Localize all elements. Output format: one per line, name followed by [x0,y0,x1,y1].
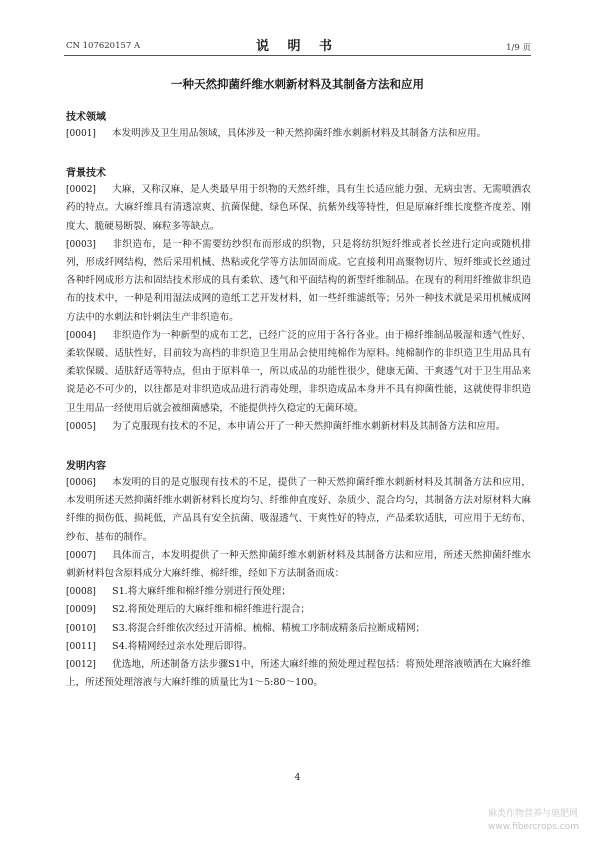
paragraph [66,547,531,583]
paragraph [66,638,531,656]
section-heading: 技术领域 [66,112,106,123]
paragraph [66,327,531,418]
paragraph [66,583,531,601]
paragraph [66,474,531,547]
section-heading: 发明内容 [66,461,106,473]
page-number: 4 [294,773,301,783]
paragraph-text: 大麻，又称汉麻，是人类最早用于织物的天然纤维，具有生长适应能力强、无病虫害、无需喷洒农药的特点。大麻纤维具有清透凉爽、抗菌保健、绿色环保、抗紫外线等特性，但是原麻纤维长度整齐度差、刚度大、脆硬易断裂、麻粒多等缺点。 [66,184,531,232]
watermark-url: www.fibercrops.com [488,822,579,832]
paragraph-text: S3.将混合纤维依次经过开清棉、梳棉、精梳工序制成精条后拉断成精网； [112,622,426,634]
paragraph-number: [0007] [66,550,96,561]
paragraph [66,236,531,327]
paragraph-number: [0003] [66,239,96,250]
paragraph-text: S1.将大麻纤维和棉纤维分别进行预处理； [112,586,291,598]
document-body [66,111,531,692]
paragraph-number: [0006] [66,478,96,489]
section-background [66,167,531,436]
paragraph [66,601,531,619]
paragraph-number: [0011] [66,641,96,652]
paragraph-number: [0010] [66,623,96,634]
paragraph-number: [0005] [66,421,96,432]
paragraph-number: [0012] [66,660,96,671]
paragraph-text: 具体而言，本发明提供了一种天然抑菌纤维水刺新材料及其制备方法和应用，所述天然抑菌纤维水刺新材料包含原料成分大麻纤维、棉纤维，经如下方法制备而成： [66,549,531,580]
paragraph-text: S2.将预处理后的大麻纤维和棉纤维进行混合； [112,604,311,616]
paragraph-text: S4.将精网经过亲水处理后即得。 [112,640,253,652]
document-type-heading: 说 明 书 [255,39,340,54]
paragraph-number: [0004] [66,330,96,341]
watermark-title: 麻类作物营养与施肥网 [488,809,579,819]
page-reference: 1/9 页 [506,43,531,53]
paragraph [66,620,531,638]
paragraph-text: 为了克服现有技术的不足，本申请公开了一种天然抑菌纤维水刺新材料及其制备方法和应用。 [112,420,506,432]
paragraph [66,656,531,692]
section-heading: 背景技术 [66,168,106,180]
paragraph-text: 本发明涉及卫生用品领域，具体涉及一种天然抑菌纤维水刺新材料及其制备方法和应用。 [112,128,487,139]
paragraph-number: [0002] [66,185,96,196]
paragraph [66,418,531,436]
paragraph [66,181,531,236]
paragraph-text: 非织造布，是一种不需要纺纱织布而形成的织物，只是将纺织短纤维或者长丝进行定向或随机排列，形成纤网结构，然后采用机械、热粘或化学等方法加固而成。它直接利用高聚物切片、短纤维或长丝通过各种纤网成形方法和固结技术形成的具有柔软、透气和平面结构的新型纤维制品。在现有的利用纤维做非织造布的技术中，一种是利用湿法成网的造纸工艺开发材料，如一些纤维滤纸等；另外一种技术就是采用机械成网方法中的水刺法和针刺法生产非织造布。 [66,238,531,323]
section-invention [66,460,531,692]
paragraph-number: [0009] [66,605,96,616]
site-watermark [488,808,579,834]
paragraph-number: [0001] [66,129,96,139]
paragraph [66,125,531,143]
header-divider [64,55,531,56]
paragraph-text: 非织造作为一种新型的成布工艺，已经广泛的应用于各行各业。由于棉纤维制品吸湿和透气性好、柔软保暖、适肤性好，目前较为高档的非织造卫生用品会使用纯棉作为原料。纯棉制作的非织造卫生用品具有柔软保暖、适肤舒适等特点，但由于原料单一，所以成品的功能性很少，健康无菌、干爽透气对于卫生用品来说是必不可少的，以往都是对非织造成品进行消毒处理，非织造成品本身并不具有抑菌性能，这就使得非织造卫生用品一经使用后就会被细菌感染，不能提供持久稳定的无菌环境。 [66,329,531,414]
paragraph-text: 优选地，所述制备方法步骤S1中，所述大麻纤维的预处理过程包括：将预处理溶液喷洒在大麻纤维上，所述预处理溶液与大麻纤维的质量比为1～5:80～100。 [66,659,531,689]
paragraph-number: [0008] [66,587,96,598]
paragraph-text: 本发明的目的是克服现有技术的不足，提供了一种天然抑菌纤维水刺新材料及其制备方法和应用，本发明所述天然抑菌纤维水刺新材料长度均匀、纤维伸直度好、杂质少、混合均匀，其制备方法对原材料大麻纤维的损伤低、损耗低，产品具有安全抗菌、吸湿透气、干爽性好的特点，产品柔软适肤，可应用于无纺布、纱布、基布的制作。 [66,477,531,543]
section-tech-field [66,111,531,143]
patent-number: CN 107620157 A [66,41,141,51]
document-title: 一种天然抑菌纤维水刺新材料及其制备方法和应用 [171,77,424,91]
